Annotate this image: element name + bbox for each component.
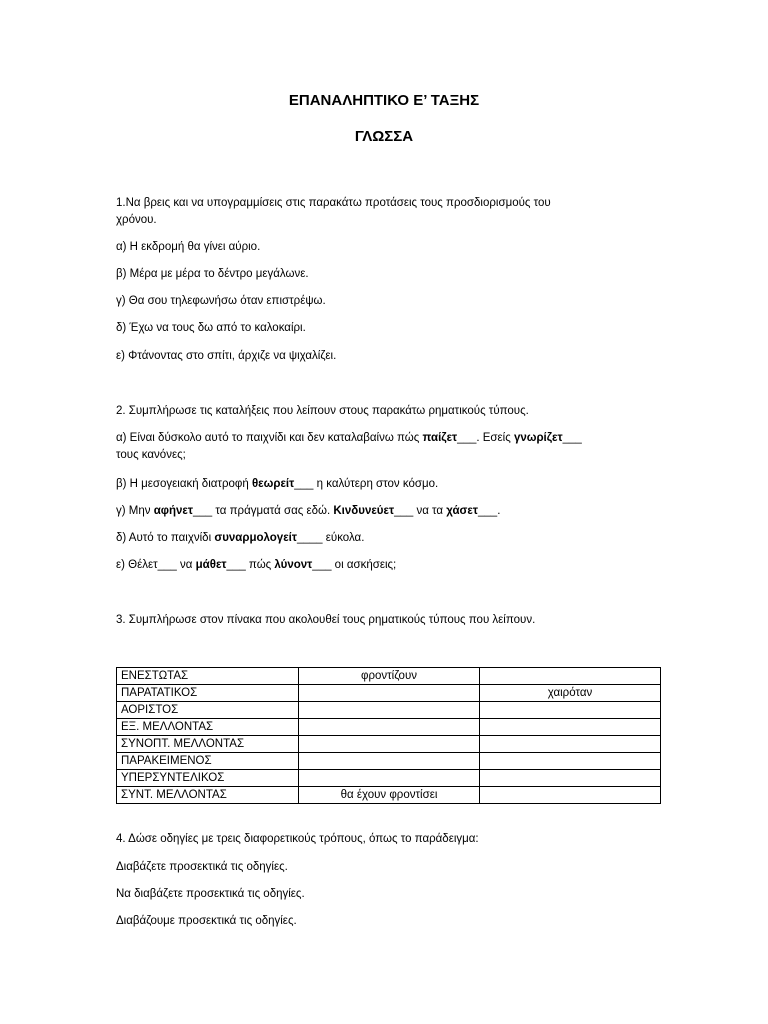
table-row [117,702,661,719]
tenses-table [116,667,661,804]
ex4-prompt: 4. Δώσε οδηγίες με τρεις διαφορετικούς τρόπους, όπως το παράδειγμα: [116,833,479,845]
ex2-b-text: ___ η καλύτερη στον κόσμο. [294,478,439,490]
verb-form-cell [299,719,480,736]
ex4-example: Διαβάζετε προσεκτικά τις οδηγίες. [116,861,288,873]
ex1-item: ε) Φτάνοντας στο σπίτι, άρχιζε να ψιχαλίζει. [116,350,337,362]
subject-title: ΓΛΩΣΣΑ [354,128,414,145]
ex2-c-text: ___ τα πράγματά σας εδώ. [193,505,334,517]
verb-form-cell [299,736,480,753]
ex1-item: δ) Έχω να τους δω από το καλοκαίρι. [116,322,306,334]
ex2-d-verb: συναρμολογείτ [214,532,297,544]
ex2-c-verb: αφήνετ [153,505,194,517]
verb-form-cell: φροντίζουν [299,668,480,685]
tense-name-cell: ΕΞ. ΜΕΛΛΟΝΤΑΣ [117,719,299,736]
ex2-item-b [116,476,646,493]
ex2-item-d [116,530,646,547]
verb-form-cell [480,719,661,736]
table-row [117,668,661,685]
ex2-e-text: ___ πώς [226,559,275,571]
ex2-item-a [116,430,646,447]
ex2-a-text: α) Είναι δύσκολο αυτό το παιχνίδι και δεν καταλαβαίνω πώς [116,432,423,444]
ex2-d-text: ____ εύκολα. [297,532,365,544]
tense-name-cell: ΕΝΕΣΤΩΤΑΣ [117,668,299,685]
table-row [117,753,661,770]
table-row [117,719,661,736]
ex1-item: γ) Θα σου τηλεφωνήσω όταν επιστρέψω. [116,295,326,307]
ex2-c-text: ___ να τα [394,505,447,517]
ex2-c-verb: χάσετ [446,505,479,517]
verb-form-cell [480,668,661,685]
verb-form-cell [299,770,480,787]
ex2-e-text: ___ οι ασκήσεις; [312,559,397,571]
ex1-prompt-line1: 1.Να βρεις και να υπογραμμίσεις στις παρακάτω προτάσεις τους προσδιορισμούς του [116,197,551,209]
ex4-example: Διαβάζουμε προσεκτικά τις οδηγίες. [116,915,297,927]
ex2-a-verb: παίζετ [422,432,458,444]
ex2-c-text: ___. [478,505,501,517]
verb-form-cell [299,702,480,719]
verb-form-cell [299,753,480,770]
ex1-item: α) Η εκδρομή θα γίνει αύριο. [116,241,261,253]
verb-form-cell [299,685,480,702]
verb-form-cell [480,753,661,770]
ex2-item-c [116,503,646,520]
ex2-d-text: δ) Αυτό το παιχνίδι [116,532,215,544]
ex1-prompt-line2: χρόνου. [116,214,157,226]
verb-form-cell: χαιρόταν [480,685,661,702]
ex3-prompt: 3. Συμπλήρωσε στον πίνακα που ακολουθεί τους ρηματικούς τύπους που λείπουν. [116,614,536,626]
ex4-example: Να διαβάζετε προσεκτικά τις οδηγίες. [116,888,305,900]
ex2-c-text: γ) Μην [116,505,154,517]
ex2-c-verb: Κινδυνεύετ [333,505,395,517]
ex2-a-verb: γνωρίζετ [513,432,563,444]
tense-name-cell: ΠΑΡΑΚΕΙΜΕΝΟΣ [117,753,299,770]
ex2-item-a-line2: τους κανόνες; [116,449,186,461]
verb-form-cell [480,702,661,719]
verb-form-cell: θα έχουν φροντίσει [299,787,480,804]
tense-name-cell: ΑΟΡΙΣΤΟΣ [117,702,299,719]
verb-form-cell [480,770,661,787]
table-row [117,787,661,804]
tense-name-cell: ΣΥΝΤ. ΜΕΛΛΟΝΤΑΣ [117,787,299,804]
tense-name-cell: ΠΑΡΑΤΑΤΙΚΟΣ [117,685,299,702]
ex2-a-text: ___ [562,432,582,444]
ex2-b-text: β) Η μεσογειακή διατροφή [116,478,252,490]
table-row [117,685,661,702]
worksheet-title: ΕΠΑΝΑΛΗΠΤΙΚΟ Ε’ ΤΑΞΗΣ [288,92,480,109]
ex2-item-e [116,557,646,574]
ex2-prompt: 2. Συμπλήρωσε τις καταλήξεις που λείπουν στους παρακάτω ρηματικούς τύπους. [116,405,529,417]
verb-form-cell [480,736,661,753]
ex1-item: β) Μέρα με μέρα το δέντρο μεγάλωνε. [116,268,309,280]
ex2-b-verb: θεωρείτ [251,478,295,490]
tense-name-cell: ΣΥΝΟΠΤ. ΜΕΛΛΟΝΤΑΣ [117,736,299,753]
ex2-a-text: ___. Εσείς [457,432,514,444]
ex2-e-verb: λύνοντ [274,559,313,571]
tense-name-cell: ΥΠΕΡΣΥΝΤΕΛΙΚΟΣ [117,770,299,787]
table-row [117,736,661,753]
ex2-e-text: ε) Θέλετ___ να [116,559,196,571]
table-row [117,770,661,787]
ex2-e-verb: μάθετ [195,559,227,571]
verb-form-cell [480,787,661,804]
